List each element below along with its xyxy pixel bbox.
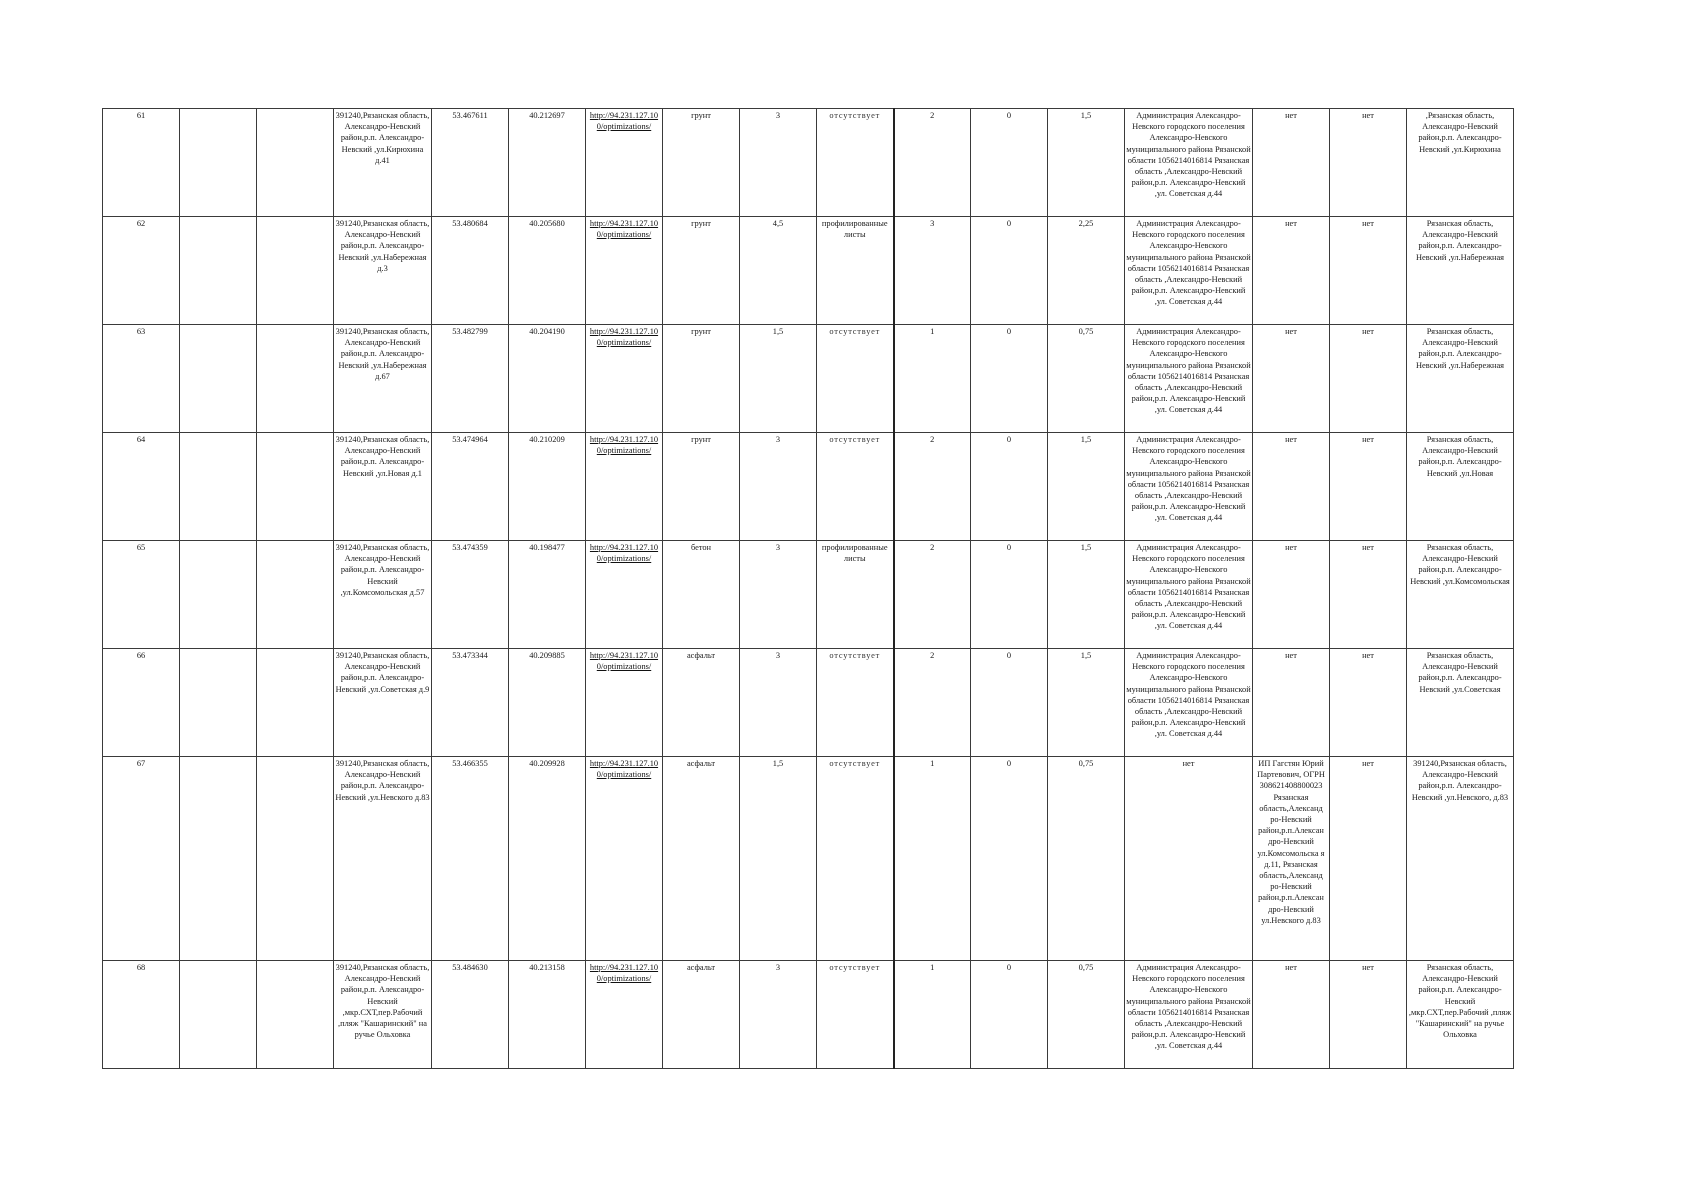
- owner-cell: Администрация Александро-Невского городского поселения Александро-Невского муниципального района Рязанской области 1056214016814 Рязанская область ,Александро-Невский район,р.п. Александро-Невский ,ул. Советская д.44: [1125, 325, 1253, 433]
- empty-cell: [180, 109, 257, 217]
- longitude-cell: 40.213158: [509, 961, 586, 1069]
- legal-entity-cell: ИП Гагстян Юрий Партевович, ОГРН 308621408800023 Рязанская область,Александ ро-Невский район,р.п.Алексан дро-Невский ул.Комсомольска я д.11, Рязанская область,Александ ро-Невский район,р.п.Алексан дро-Невский ул.Невского д.83: [1253, 757, 1330, 961]
- longitude-cell: 40.212697: [509, 109, 586, 217]
- empty-cell: [257, 325, 334, 433]
- cover-cell: отсутствует: [817, 109, 894, 217]
- row-number: 67: [103, 757, 180, 961]
- planned-containers-cell: 0: [971, 757, 1048, 961]
- map-link[interactable]: http://94.231.127.10 0/optimizations/: [586, 649, 663, 757]
- planned-containers-cell: 0: [971, 649, 1048, 757]
- legal-entity-cell: нет: [1253, 217, 1330, 325]
- volume-cell: 0,75: [1048, 325, 1125, 433]
- waste-sources-cell: Рязанская область, Александро-Невский район,р.п. Александро-Невский ,мкр.СХТ,пер.Рабочий ,пляж "Кашаринский" на ручье Ольховка: [1407, 961, 1514, 1069]
- owner-cell: Администрация Александро-Невского городского поселения Александро-Невского муниципального района Рязанской области 1056214016814 Рязанская область ,Александро-Невский район,р.п. Александро-Невский ,ул. Советская д.44: [1125, 433, 1253, 541]
- table-row: [103, 649, 1514, 757]
- longitude-cell: 40.204190: [509, 325, 586, 433]
- individual-cell: нет: [1330, 109, 1407, 217]
- owner-cell: Администрация Александро-Невского городского поселения Александро-Невского муниципального района Рязанской области 1056214016814 Рязанская область ,Александро-Невский район,р.п. Александро-Невский ,ул. Советская д.44: [1125, 961, 1253, 1069]
- surface-cell: грунт: [663, 433, 740, 541]
- table-row: [103, 433, 1514, 541]
- individual-cell: нет: [1330, 433, 1407, 541]
- cover-cell: отсутствует: [817, 325, 894, 433]
- planned-containers-cell: 0: [971, 217, 1048, 325]
- empty-cell: [180, 217, 257, 325]
- legal-entity-cell: нет: [1253, 325, 1330, 433]
- latitude-cell: 53.467611: [432, 109, 509, 217]
- row-number: 62: [103, 217, 180, 325]
- volume-cell: 1,5: [1048, 541, 1125, 649]
- individual-cell: нет: [1330, 217, 1407, 325]
- row-number: 63: [103, 325, 180, 433]
- longitude-cell: 40.209928: [509, 757, 586, 961]
- area-cell: 4,5: [740, 217, 817, 325]
- legal-entity-cell: нет: [1253, 649, 1330, 757]
- planned-containers-cell: 0: [971, 109, 1048, 217]
- table-row: [103, 961, 1514, 1069]
- individual-cell: нет: [1330, 757, 1407, 961]
- area-cell: 3: [740, 433, 817, 541]
- surface-cell: грунт: [663, 217, 740, 325]
- surface-cell: асфальт: [663, 649, 740, 757]
- map-link[interactable]: http://94.231.127.10 0/optimizations/: [586, 541, 663, 649]
- waste-sources-cell: 391240,Рязанская область, Александро-Невский район,р.п. Александро-Невский ,ул.Невского, д.83: [1407, 757, 1514, 961]
- containers-cell: 2: [894, 541, 971, 649]
- surface-cell: грунт: [663, 325, 740, 433]
- area-cell: 3: [740, 109, 817, 217]
- empty-cell: [257, 109, 334, 217]
- containers-cell: 2: [894, 433, 971, 541]
- volume-cell: 0,75: [1048, 757, 1125, 961]
- containers-cell: 1: [894, 961, 971, 1069]
- volume-cell: 1,5: [1048, 433, 1125, 541]
- empty-cell: [180, 325, 257, 433]
- area-cell: 3: [740, 649, 817, 757]
- latitude-cell: 53.474964: [432, 433, 509, 541]
- empty-cell: [257, 757, 334, 961]
- row-number: 68: [103, 961, 180, 1069]
- cover-cell: отсутствует: [817, 961, 894, 1069]
- map-link[interactable]: http://94.231.127.10 0/optimizations/: [586, 109, 663, 217]
- address-cell: 391240,Рязанская область, Александро-Невский район,р.п. Александро-Невский ,ул.Советская д.9: [334, 649, 432, 757]
- address-cell: 391240,Рязанская область, Александро-Невский район,р.п. Александро-Невский ,мкр.СХТ,пер.Рабочий ,пляж "Кашаринский" на ручье Ольховка: [334, 961, 432, 1069]
- empty-cell: [257, 433, 334, 541]
- area-cell: 1,5: [740, 325, 817, 433]
- empty-cell: [257, 961, 334, 1069]
- containers-cell: 2: [894, 649, 971, 757]
- longitude-cell: 40.198477: [509, 541, 586, 649]
- address-cell: 391240,Рязанская область, Александро-Невский район,р.п. Александро-Невский ,ул.Новая д.1: [334, 433, 432, 541]
- owner-cell: нет: [1125, 757, 1253, 961]
- owner-cell: Администрация Александро-Невского городского поселения Александро-Невского муниципального района Рязанской области 1056214016814 Рязанская область ,Александро-Невский район,р.п. Александро-Невский ,ул. Советская д.44: [1125, 649, 1253, 757]
- area-cell: 1,5: [740, 757, 817, 961]
- latitude-cell: 53.480684: [432, 217, 509, 325]
- legal-entity-cell: нет: [1253, 433, 1330, 541]
- cover-cell: отсутствует: [817, 433, 894, 541]
- planned-containers-cell: 0: [971, 325, 1048, 433]
- map-link[interactable]: http://94.231.127.10 0/optimizations/: [586, 757, 663, 961]
- address-cell: 391240,Рязанская область, Александро-Невский район,р.п. Александро-Невский ,ул.Кирюхина д.41: [334, 109, 432, 217]
- containers-cell: 1: [894, 757, 971, 961]
- legal-entity-cell: нет: [1253, 961, 1330, 1069]
- map-link[interactable]: http://94.231.127.10 0/optimizations/: [586, 217, 663, 325]
- empty-cell: [180, 757, 257, 961]
- individual-cell: нет: [1330, 325, 1407, 433]
- registry-table: [102, 108, 1514, 1069]
- area-cell: 3: [740, 961, 817, 1069]
- waste-sources-cell: Рязанская область, Александро-Невский район,р.п. Александро-Невский ,ул.Набережная: [1407, 217, 1514, 325]
- latitude-cell: 53.466355: [432, 757, 509, 961]
- waste-sources-cell: Рязанская область, Александро-Невский район,р.п. Александро-Невский ,ул.Новая: [1407, 433, 1514, 541]
- latitude-cell: 53.482799: [432, 325, 509, 433]
- table-row: [103, 757, 1514, 961]
- latitude-cell: 53.474359: [432, 541, 509, 649]
- owner-cell: Администрация Александро-Невского городского поселения Александро-Невского муниципального района Рязанской области 1056214016814 Рязанская область ,Александро-Невский район,р.п. Александро-Невский ,ул. Советская д.44: [1125, 541, 1253, 649]
- address-cell: 391240,Рязанская область, Александро-Невский район,р.п. Александро-Невский ,ул.Невского д.83: [334, 757, 432, 961]
- row-number: 61: [103, 109, 180, 217]
- containers-cell: 3: [894, 217, 971, 325]
- longitude-cell: 40.205680: [509, 217, 586, 325]
- surface-cell: асфальт: [663, 757, 740, 961]
- owner-cell: Администрация Александро-Невского городского поселения Александро-Невского муниципального района Рязанской области 1056214016814 Рязанская область ,Александро-Невский район,р.п. Александро-Невский ,ул. Советская д.44: [1125, 109, 1253, 217]
- cover-cell: отсутствует: [817, 649, 894, 757]
- individual-cell: нет: [1330, 649, 1407, 757]
- longitude-cell: 40.209885: [509, 649, 586, 757]
- containers-cell: 1: [894, 325, 971, 433]
- map-link[interactable]: http://94.231.127.10 0/optimizations/: [586, 325, 663, 433]
- table-body: [103, 109, 1514, 1069]
- empty-cell: [180, 961, 257, 1069]
- address-cell: 391240,Рязанская область, Александро-Невский район,р.п. Александро-Невский ,ул.Набережная д.3: [334, 217, 432, 325]
- owner-cell: Администрация Александро-Невского городского поселения Александро-Невского муниципального района Рязанской области 1056214016814 Рязанская область ,Александро-Невский район,р.п. Александро-Невский ,ул. Советская д.44: [1125, 217, 1253, 325]
- individual-cell: нет: [1330, 541, 1407, 649]
- empty-cell: [180, 649, 257, 757]
- row-number: 65: [103, 541, 180, 649]
- volume-cell: 0,75: [1048, 961, 1125, 1069]
- cover-cell: профилированные листы: [817, 217, 894, 325]
- planned-containers-cell: 0: [971, 433, 1048, 541]
- individual-cell: нет: [1330, 961, 1407, 1069]
- table-row: [103, 217, 1514, 325]
- table-row: [103, 541, 1514, 649]
- longitude-cell: 40.210209: [509, 433, 586, 541]
- containers-cell: 2: [894, 109, 971, 217]
- row-number: 64: [103, 433, 180, 541]
- volume-cell: 1,5: [1048, 109, 1125, 217]
- volume-cell: 2,25: [1048, 217, 1125, 325]
- latitude-cell: 53.473344: [432, 649, 509, 757]
- cover-cell: профилированные листы: [817, 541, 894, 649]
- map-link[interactable]: http://94.231.127.10 0/optimizations/: [586, 433, 663, 541]
- area-cell: 3: [740, 541, 817, 649]
- legal-entity-cell: нет: [1253, 541, 1330, 649]
- address-cell: 391240,Рязанская область, Александро-Невский район,р.п. Александро-Невский ,ул.Комсомольская д.57: [334, 541, 432, 649]
- surface-cell: асфальт: [663, 961, 740, 1069]
- empty-cell: [257, 217, 334, 325]
- planned-containers-cell: 0: [971, 961, 1048, 1069]
- latitude-cell: 53.484630: [432, 961, 509, 1069]
- volume-cell: 1,5: [1048, 649, 1125, 757]
- row-number: 66: [103, 649, 180, 757]
- waste-sources-cell: Рязанская область, Александро-Невский район,р.п. Александро-Невский ,ул.Набережная: [1407, 325, 1514, 433]
- empty-cell: [180, 541, 257, 649]
- waste-sources-cell: Рязанская область, Александро-Невский район,р.п. Александро-Невский ,ул.Советская: [1407, 649, 1514, 757]
- address-cell: 391240,Рязанская область, Александро-Невский район,р.п. Александро-Невский ,ул.Набережная д.67: [334, 325, 432, 433]
- surface-cell: бетон: [663, 541, 740, 649]
- legal-entity-cell: нет: [1253, 109, 1330, 217]
- planned-containers-cell: 0: [971, 541, 1048, 649]
- table-row: [103, 325, 1514, 433]
- empty-cell: [257, 649, 334, 757]
- cover-cell: отсутствует: [817, 757, 894, 961]
- empty-cell: [180, 433, 257, 541]
- empty-cell: [257, 541, 334, 649]
- waste-sources-cell: Рязанская область, Александро-Невский район,р.п. Александро-Невский ,ул.Комсомольская: [1407, 541, 1514, 649]
- surface-cell: грунт: [663, 109, 740, 217]
- waste-sources-cell: ,Рязанская область, Александро-Невский район,р.п. Александро-Невский ,ул.Кирюхина: [1407, 109, 1514, 217]
- table-row: [103, 109, 1514, 217]
- map-link[interactable]: http://94.231.127.10 0/optimizations/: [586, 961, 663, 1069]
